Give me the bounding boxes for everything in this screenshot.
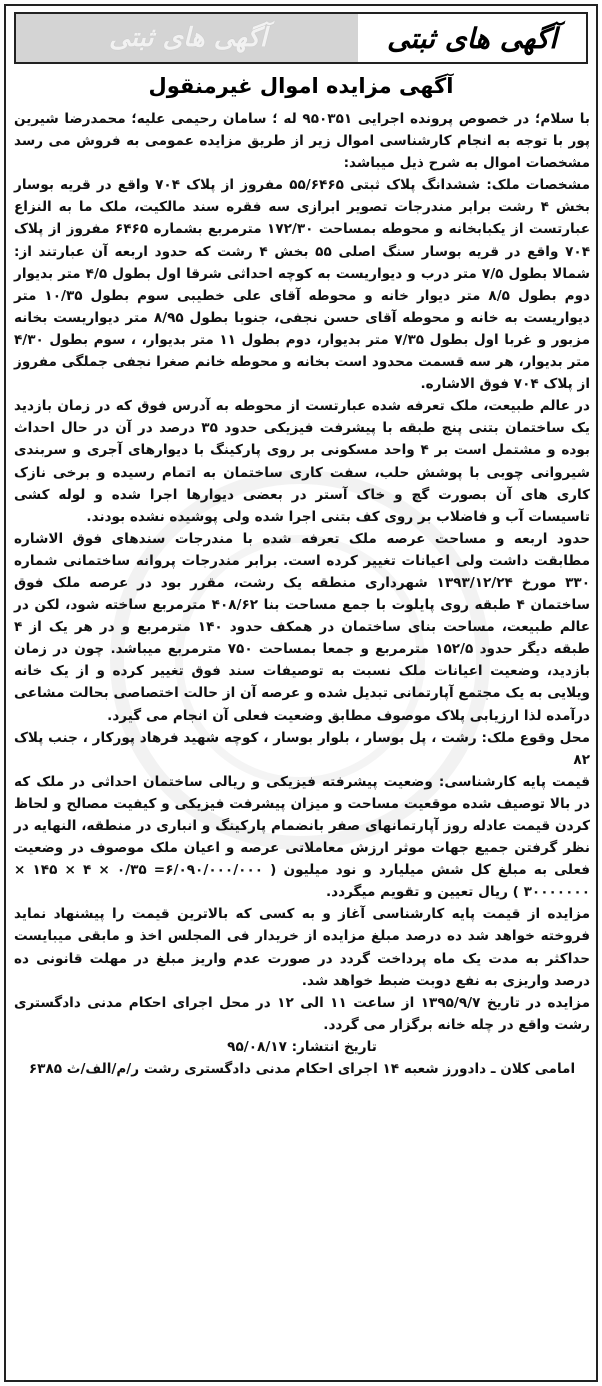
notice-paragraph-intro: با سلام؛ در خصوص پرونده اجرایی ۹۵۰۳۵۱ له ؛ سامان رحیمی علیه؛ محمدرضا شیرین پور با توجه به انجام کارشناسی اموال زیر از طریق مزایده عمومی به فروش می رسد مشخصات اموال به شرح ذیل میباشد: <box>14 111 590 172</box>
notice-paragraph-base-price: قیمت پایه کارشناسی: وضعیت پیشرفته فیزیکی و ریالی ساختمان احداثی در ملک که در بالا توصیف شده موقعیت مساحت و میزان پیشرفت فیزیکی و کیفیت مصالح و لحاظ کردن قیمت عادله روز آپارتمانهای صفر بانضمام پارکینگ و انباری در منطقه، النهایه در نظر گرفتن جمیع جهات موثر ارزش معاملاتی عرصه و اعیان ملک موصوف در وضعیت فعلی به مبلغ کل شش میلیارد و نود میلیون ( ۶/۰۹۰/۰۰۰/۰۰۰= ۰/۳۵ × ۴ × ۱۴۵ × ۳۰۰۰۰۰۰۰ ) ریال تعیین و تقویم میگردد. <box>14 773 591 901</box>
header-faded-label: آگهی های ثبتی <box>16 14 360 62</box>
signature-line: امامی کلان ـ دادورز شعبه ۱۴ اجرای احکام مدنی دادگستری رشت ر/م/الف/ث ۶۳۸۵ <box>28 1061 576 1078</box>
notice-body <box>14 108 590 1080</box>
publish-date: تاریخ انتشار: ۹۵/۰۸/۱۷ <box>227 1038 377 1055</box>
notice-paragraph-boundaries: حدود اربعه و مساحت عرصه ملک تعرفه شده با مندرجات سندهای فوق الاشاره مطابقت داشت ولی اعیانات تغییر کرده است. برابر مندرجات پروانه ساختمانی شماره ۳۳۰ مورخ ۱۳۹۳/۱۲/۲۴ شهرداری منطقه یک رشت، مقرر بود در عرصه ملک فوق ساختمان ۴ طبقه روی پایلوت با جمع مساحت بنا ۴۰۸/۶۲ مترمربع ساخته شود، لکن در عالم طبیعت، مساحت بنای ساختمان در همکف حدود ۱۴۰ مترمربع و در هر یک از ۴ طبقه دیگر حدود ۱۵۲/۵ مترمربع و جمعا بمساحت ۷۵۰ مترمربع میباشد. چون در زمان بازدید، وضعیت اعیانات ملک نسبت به توصیفات سند فوق تغییر کرده و از یک خانه ویلایی به یک مجتمع آپارتمانی تبدیل شده و عرصه آن از حالت اختصاصی بحالت مشاعی درآمده لذا ارزیابی پلاک موصوف مطابق وضعیت فعلی آن انجام می گیرد. <box>14 530 591 724</box>
notice-paragraph-auction-terms: مزایده از قیمت پایه کارشناسی آغاز و به کسی که بالاترین قیمت را پیشنهاد نماید فروخته خواهد شد ده درصد مبلغ مزایده از خریدار فی المجلس اخذ و مابقی میبایست حداکثر به مدت یک ماه پرداخت گردد در صورت عدم واریز مبلغ در مهلت قانونی ده درصد واریزی به نفع دوبت ضبط خواهد شد. <box>14 906 590 989</box>
notice-paragraph-nature: در عالم طبیعت، ملک تعرفه شده عبارتست از محوطه به آدرس فوق که در زمان بازدید یک ساختمان بتنی پنج طبقه با پیشرفت فیزیکی حدود ۳۵ درصد در آن در حال احداث بوده و مشتمل است بر ۴ واحد مسکونی بر روی پارکینگ با دیوارهای آجری و سربندی شیروانی چوبی با پوشش حلب، سفت کاری ساختمان به اتمام رسیده و برخی نازک کاری های آن بصورت گچ و خاک آستر در بعضی دیوارها اجرا شده و لوله کشی تاسیسات آب و فاضلاب بر روی کف بتنی اجرا شده ولی پوشیده نشده بودند. <box>14 398 591 525</box>
header-label: آگهی های ثبتی <box>358 14 586 62</box>
notice-paragraph-property-specs: مشخصات ملک: ششدانگ پلاک ثبتی ۵۵/۶۴۶۵ مفروز از پلاک ۷۰۴ واقع در قریه بوسار بخش ۴ رشت برابر مندرجات تصویر ابرازی سه فقره سند مالکیت، ملک ما به النزاع عبارتست از یکبابخانه و محوطه بمساحت ۱۷۲/۳۰ مترمربع بشماره ۶۴۶۵ مفروز از پلاک ۷۰۴ واقع در قریه بوسار سنگ اصلی ۵۵ بخش ۴ رشت که حدود اربعه آن عبارتند از: شمالا بطول ۷/۵ متر درب و دیواریست به کوچه احداثی شرقا اول بطول ۴/۵ متر بدیوار دوم بطول ۸/۵ متر دیوار خانه و محوطه آقای علی خطیبی سوم بطول ۱۰/۳۵ متر دیواریست به خانه و محوطه آقای حسن نجفی، جنوبا بطول ۸/۹۵ متر دیواریست بخانه مزبور و غربا اول بطول ۷/۳۵ متر بدیوار، دوم بطول ۱۱ متر بدیوار، ، سوم بطول ۴/۳۰ متر بدیوار، هر سه قسمت محدود است بخانه و محوطه خانم صغرا نجفی جملگی مفروز از پلاک ۷۰۴ فوق الاشاره. <box>14 177 591 393</box>
notice-title: آگهی مزایده اموال غیرمنقول <box>148 74 454 98</box>
notice-paragraph-auction-date: مزایده در تاریخ ۱۳۹۵/۹/۷ از ساعت ۱۱ الی ۱۲ در محل اجرای احکام مدنی دادگستری رشت واقع در چله خانه برگزار می گردد. <box>14 994 591 1033</box>
notice-paragraph-location: محل وقوع ملک: رشت ، پل بوسار ، بلوار بوسار ، کوچه شهید فرهاد پورکار ، جنب پلاک ۸۲ <box>14 729 590 768</box>
section-header <box>14 12 588 64</box>
